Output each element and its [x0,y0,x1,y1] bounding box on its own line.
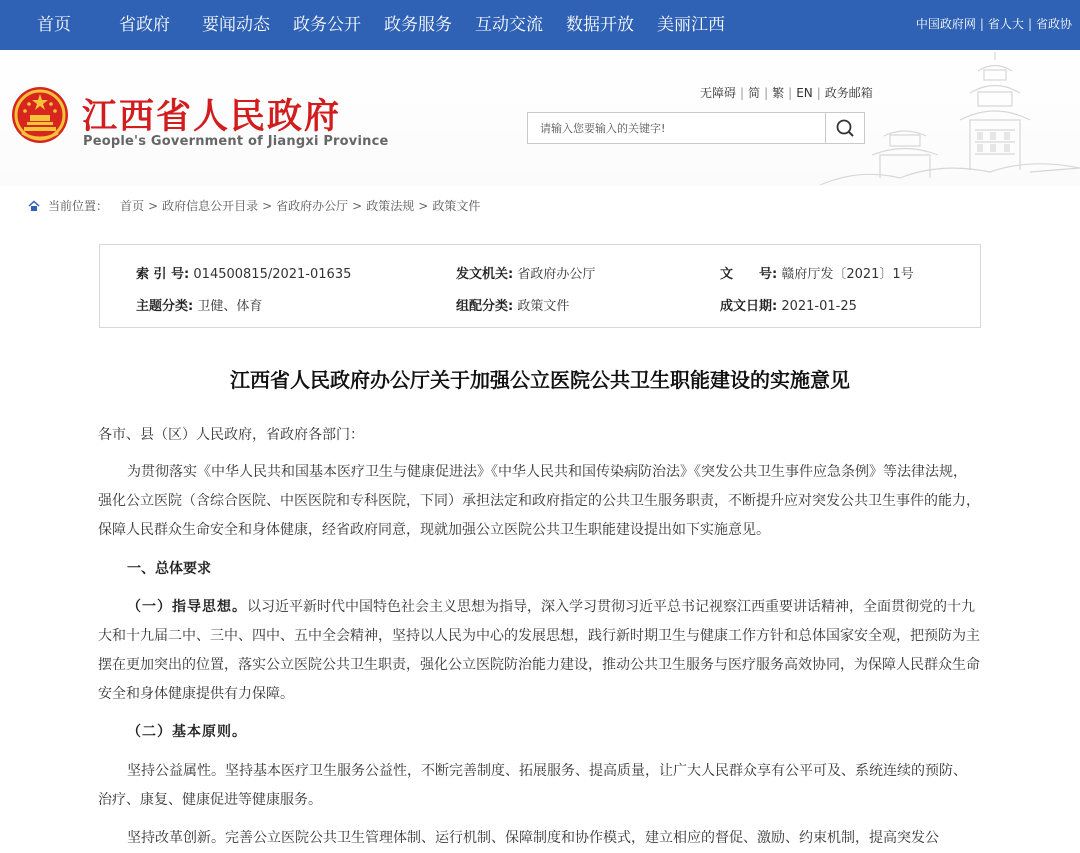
link-traditional[interactable]: 繁 [772,86,785,100]
search-button[interactable] [825,113,864,143]
meta-issuer [456,263,595,282]
meta-docno-value: 赣府厅发〔2021〕1号 [781,267,914,282]
meta-index-label: 索 引 号: [136,267,190,282]
meta-category [456,295,569,314]
intro-paragraph: 为贯彻落实《中华人民共和国基本医疗卫生与健康促进法》《中华人民共和国传染病防治法》《突发公共卫生事件应急条例》等法律法规，强化公立医院（含综合医院、中医医院和专科医院，下同）承担法定和政府指定的公共卫生服务职责，不断提升应对突发公共卫生事件的能力，保障人民群众生命安全和身体健康，经省政府同意，现就加强公立医院公共卫生职能建设提出如下实施意见。 [98,464,980,538]
meta-date-value: 2021-01-25 [781,299,857,314]
meta-topic-value: 卫健、体育 [197,299,263,314]
link-gov-mailbox[interactable]: 政务邮箱 [824,86,873,100]
guiding-ideology-paragraph [98,593,980,709]
meta-issuer-label: 发文机关: [456,267,514,282]
meta-category-label: 组配分类: [456,299,514,314]
meta-date [720,295,857,314]
site-header [0,50,1080,186]
basic-principles-heading: （二）基本原则。 [127,724,247,740]
section-heading-general-requirements: 一、总体要求 [127,561,211,577]
nav-item-provincial-gov[interactable]: 省政府 [119,15,170,35]
breadcrumb-item-home[interactable]: 首页 [120,199,145,213]
search-box [527,112,865,144]
breadcrumb [0,186,1080,226]
nav-item-open-data[interactable]: 数据开放 [566,15,634,35]
meta-index [136,263,351,282]
meta-docno-label: 文 号: [720,267,778,282]
breadcrumb-path: 首页 > 政府信息公开目录 > 省政府办公厅 > 政策法规 > 政策文件 [120,199,481,213]
nav-item-news[interactable]: 要闻动态 [202,15,270,35]
search-input[interactable] [528,113,826,143]
document-title: 江西省人民政府办公厅关于加强公立医院公共卫生职能建设的实施意见 [230,368,850,392]
meta-category-value: 政策文件 [517,299,570,314]
link-simplified[interactable]: 简 [748,86,761,100]
link-provincial-cppcc[interactable]: 省政协 [1035,17,1072,31]
breadcrumb-item-general-office[interactable]: 省政府办公厅 [276,199,349,213]
home-icon [28,200,40,212]
nav-item-interaction[interactable]: 互动交流 [475,15,543,35]
meta-docno [720,263,914,282]
breadcrumb-label: 当前位置： [48,199,109,213]
guiding-ideology-text: 以习近平新时代中国特色社会主义思想为指导，深入学习贯彻习近平总书记视察江西重要讲话精神，全面贯彻党的十九大和十九届二中、三中、四中、五中全会精神，坚持以人民为中心的发展思想，践行新时期卫生与健康工作方针和总体国家安全观，把预防为主摆在更加突出的位置，落实公立医院公共卫生职责，强化公立医院防治能力建设，推动公共卫生服务与医疗服务高效协同，为保障人民群众生命安全和身体健康提供有力保障。 [98,599,980,702]
meta-date-label: 成文日期: [720,299,778,314]
site-subtitle: People's Government of Jiangxi Province [83,134,389,149]
utility-links: 无障碍 | 简 | 繁 | EN | 政务邮箱 [700,86,873,100]
link-accessibility[interactable]: 无障碍 [700,86,737,100]
breadcrumb-item-policy-docs[interactable]: 政策文件 [432,199,481,213]
salutation: 各市、县（区）人民政府，省政府各部门： [98,427,364,443]
nav-item-beautiful-jiangxi[interactable]: 美丽江西 [657,15,725,35]
guiding-ideology-heading: （一）指导思想。 [127,599,247,615]
link-english[interactable]: EN [796,86,813,100]
external-links: 中国政府网 | 省人大 | 省政协 [915,17,1072,31]
meta-topic-label: 主题分类: [136,299,194,314]
nav-item-gov-services[interactable]: 政务服务 [384,15,452,35]
site-title: 江西省人民政府 [82,96,342,137]
principle-reform-innovation: 坚持改革创新。完善公立医院公共卫生管理体制、运行机制、保障制度和协作模式，建立相应的督促、激励、约束机制，提高突发公 [127,830,939,846]
link-china-gov[interactable]: 中国政府网 [915,17,976,31]
meta-index-value: 014500815/2021-01635 [193,267,352,282]
search-icon [826,113,865,143]
document-meta-box [99,244,981,328]
link-provincial-congress[interactable]: 省人大 [987,17,1024,31]
basic-principles-heading-line [98,718,980,747]
meta-topic [136,295,262,314]
principle-public-welfare: 坚持公益属性。坚持基本医疗卫生服务公益性，不断完善制度、拓展服务、提高质量，让广大人民群众享有公平可及、系统连续的预防、治疗、康复、健康促进等健康服务。 [98,763,967,808]
nav-item-home[interactable]: 首页 [37,15,71,35]
breadcrumb-item-info-catalog[interactable]: 政府信息公开目录 [162,199,259,213]
top-navigation-bar [0,0,1080,50]
breadcrumb-item-policies[interactable]: 政策法规 [366,199,415,213]
meta-issuer-value: 省政府办公厅 [517,267,596,282]
nav-item-gov-affairs-open[interactable]: 政务公开 [293,15,361,35]
national-emblem-icon [10,85,70,147]
